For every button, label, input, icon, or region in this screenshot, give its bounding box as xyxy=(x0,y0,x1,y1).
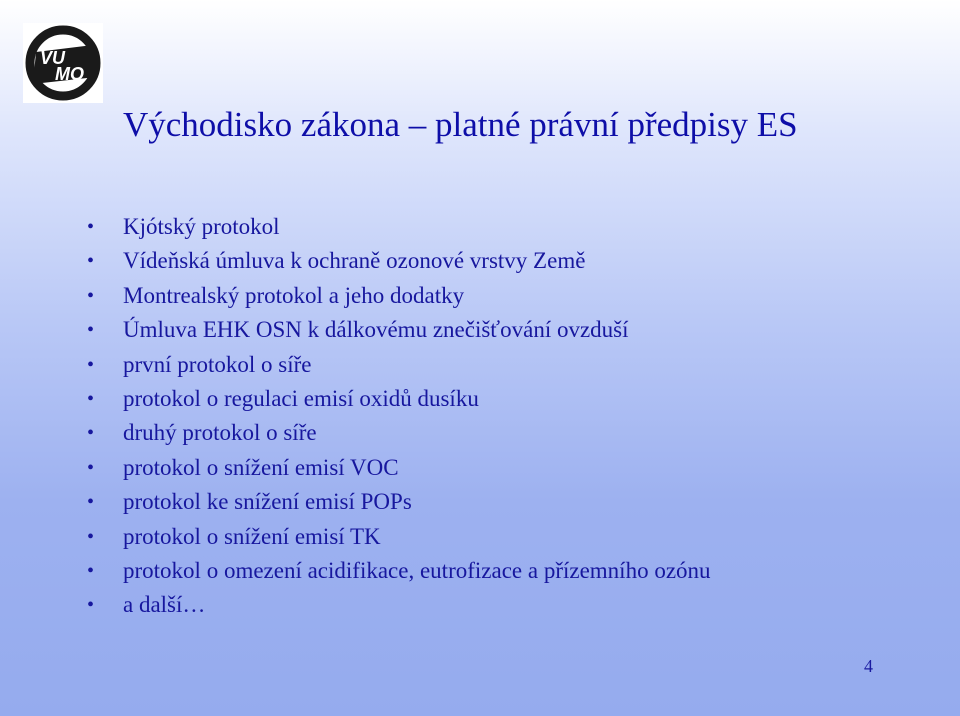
list-item xyxy=(87,588,711,622)
list-item-text: druhý protokol o síře xyxy=(123,420,317,446)
bullet-icon: • xyxy=(87,216,95,238)
bullet-icon: • xyxy=(87,491,95,514)
list-item xyxy=(87,485,711,519)
bullet-icon: • xyxy=(87,456,95,479)
list-item-text: protokol o snížení emisí VOC xyxy=(123,454,399,480)
list-item xyxy=(87,451,711,485)
list-item-text: Montrealský protokol a jeho dodatky xyxy=(123,282,465,308)
logo-text-top: VU xyxy=(40,48,66,68)
list-item-text: protokol ke snížení emisí POPs xyxy=(123,489,412,515)
list-item-text: protokol o regulaci emisí oxidů dusíku xyxy=(123,385,479,411)
list-item-text: první protokol o síře xyxy=(123,351,312,377)
list-item-text: protokol o snížení emisí TK xyxy=(123,523,381,549)
bullet-list xyxy=(87,210,711,623)
list-item xyxy=(87,416,711,450)
vumo-logo-icon xyxy=(23,23,103,103)
list-item xyxy=(87,210,711,244)
list-item-text: Vídeňská úmluva k ochraně ozonové vrstvy Země xyxy=(123,248,586,274)
bullet-icon: • xyxy=(87,284,95,307)
list-item-text: a další… xyxy=(123,592,206,618)
list-item xyxy=(87,348,711,382)
bullet-icon: • xyxy=(87,559,95,582)
bullet-icon: • xyxy=(87,525,95,548)
bullet-icon: • xyxy=(87,594,95,617)
list-item xyxy=(87,244,711,278)
list-item-text: Kjótský protokol xyxy=(123,214,280,239)
bullet-icon: • xyxy=(87,250,95,273)
list-item-text: protokol o omezení acidifikace, eutrofizace a přízemního ozónu xyxy=(123,557,711,583)
slide-title: Východisko zákona – platné právní předpisy ES xyxy=(123,105,798,144)
list-item-text: Úmluva EHK OSN k dálkovému znečišťování ovzduší xyxy=(123,317,629,343)
list-item xyxy=(87,520,711,554)
vumo-logo xyxy=(23,23,103,103)
list-item xyxy=(87,382,711,416)
bullet-icon: • xyxy=(87,353,95,376)
list-item xyxy=(87,554,711,588)
bullet-icon: • xyxy=(87,387,95,410)
bullet-icon: • xyxy=(87,319,95,342)
list-item xyxy=(87,279,711,313)
bullet-icon: • xyxy=(87,422,95,445)
logo-text-bottom: MO xyxy=(55,64,84,84)
list-item xyxy=(87,313,711,347)
page-number: 4 xyxy=(864,656,873,676)
